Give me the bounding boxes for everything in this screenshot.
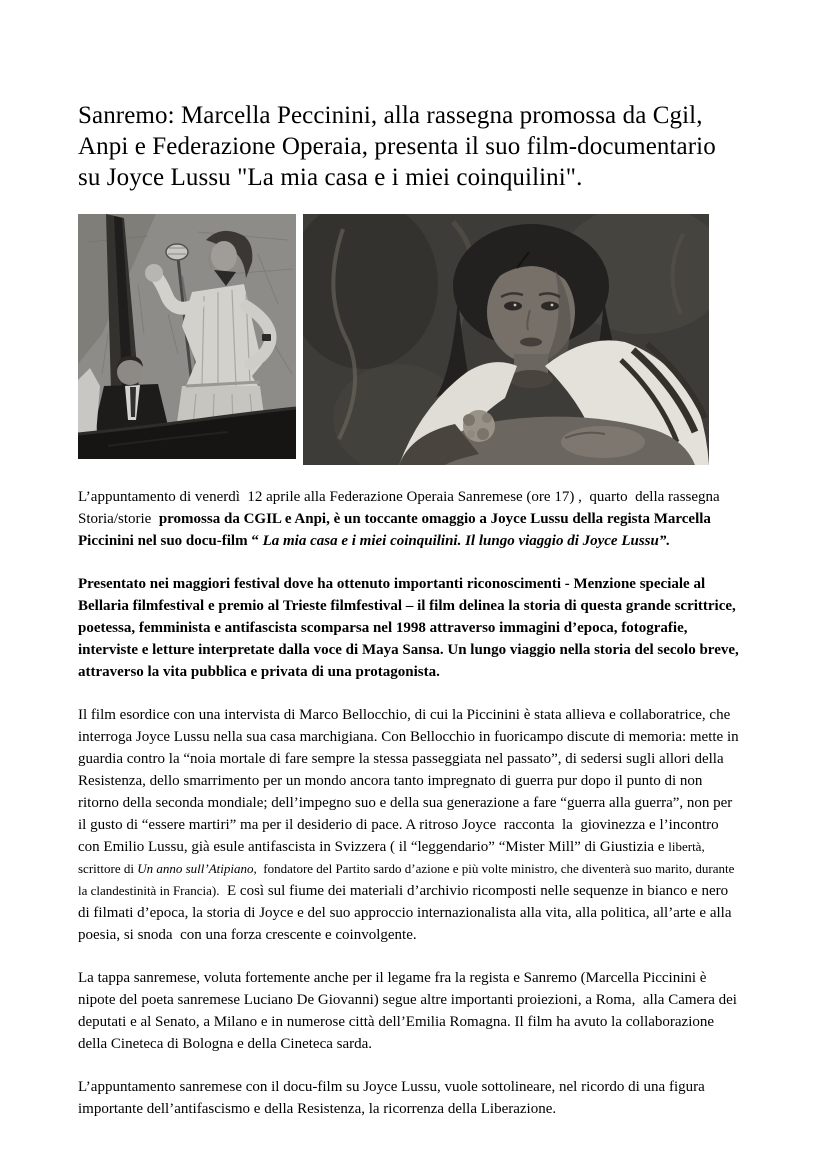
article-body [78,486,743,1120]
text-run: La tappa sanremese, voluta fortemente anche per il legame fra la regista e Sanremo (Marcella Piccinini è nipote del poeta sanremese Luciano De Giovanni) segue altre importanti proiezioni, a Roma, alla Camera dei deputati e al Senato, a Milano e in numerose città dell’Emilia Romagna. Il film ha avuto la collaborazione della Cineteca di Bologna e della Cineteca sarda. [78,970,741,1052]
title-line-3: su Joyce Lussu "La mia casa e i miei coinquilini". [78,164,583,191]
text-run: promossa da CGIL e Anpi, è un toccante omaggio a Joyce Lussu della regista Marcella Piccinini nel suo docu-film “ [78,511,715,549]
photo-row [78,214,740,465]
text-run: libertà, scrittore di [78,839,708,876]
text-run: Un anno sull’Atipiano, [137,861,257,876]
article [78,100,743,1120]
text-run: L’appuntamento di venerdì 12 aprile alla Federazione Operaia Sanremese (ore 17) , quarto della rassegna Storia/storie [78,489,724,527]
paragraph-film-story [78,704,743,946]
paragraph-intro [78,486,740,552]
paragraph-festivals [78,573,743,683]
portrait-photo [303,214,709,465]
article-title [78,100,740,193]
text-run: La mia casa e i miei coinquilini. Il lungo viaggio di Joyce Lussu”. [262,533,671,549]
title-line-1: Sanremo: Marcella Peccinini, alla rassegna promossa da Cgil, [78,102,703,129]
text-run: fondatore del Partito sardo d’azione e più volte ministro, che diventerà suo marito, durante la clandestinità in Francia). [78,861,738,898]
title-line-2: Anpi e Federazione Operaia, presenta il suo film-documentario [78,133,716,160]
text-run: Presentato nei maggiori festival dove ha ottenuto importanti riconoscimenti - Menzione speciale al Bellaria filmfestival e premio al Trieste filmfestival – il film delinea la storia di questa grande scrittrice, poetessa, femminista e antifascista scomparsa nel 1998 attraverso immagini d’epoca, fotografie, interviste e letture interpretate dalla voce di Maya Sansa. Un lungo viaggio nella storia del secolo breve, attraverso la vita pubblica e privata di una protagonista. [78,576,743,680]
text-run: E così sul fiume dei materiali d’archivio ricomposti nelle sequenze in bianco e nero di filmati d’epoca, la storia di Joyce e del suo approccio internazionalista alla vita, alla politica, all’arte e alla poesia, si snoda con una forza crescente e coinvolgente. [78,883,736,943]
paragraph-sanremo-stop [78,967,740,1055]
text-run: Il film esordice con una intervista di Marco Bellocchio, di cui la Piccinini è stata allieva e collaboratrice, che interroga Joyce Lussu nella sua casa marchigiana. Con Bellocchio in fuoricampo discute di memoria: mette in guardia contro la “noia mortale di fare sempre la stessa passeggiata nel passato”, di sedersi sugli allori della Resistenza, dello smarrimento per un mondo ancora tanto impregnato di guerra pur dopo il punto di non ritorno della seconda mondiale; dell’impegno suo e della sua generazione a fare “guerra alla guerra”, non per il gusto di “essere martiri” ma per il desiderio di pace. A ritroso Joyce racconta la giovinezza e l’incontro con Emilio Lussu, già esule antifascista in Svizzera ( il “leggendario” “Mister Mill” di Giustizia e [78,707,743,855]
text-run: L’appuntamento sanremese con il docu-film su Joyce Lussu, vuole sottolineare, nel ricordo di una figura importante dell’antifascismo e della Resistenza, la ricorrenza della Liberazione. [78,1079,709,1117]
paragraph-closing [78,1076,740,1120]
speech-photo [78,214,296,459]
